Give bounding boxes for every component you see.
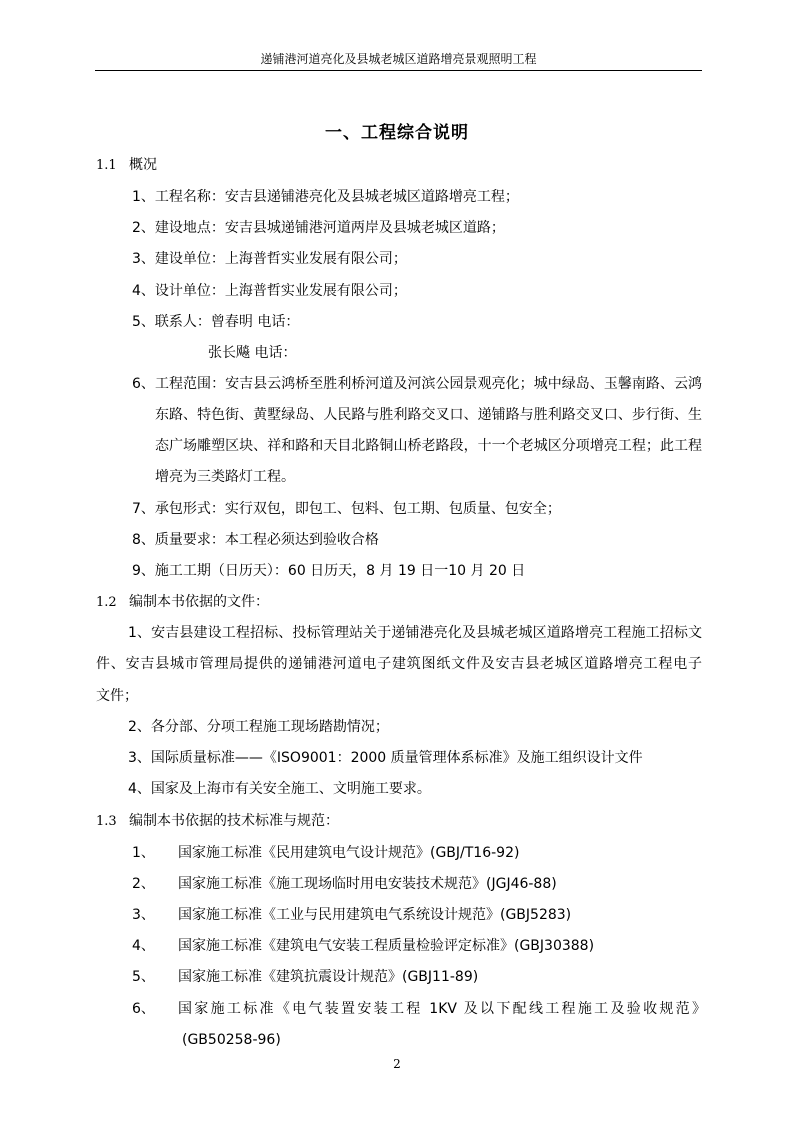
overview-item: 张长飚 电话： bbox=[208, 345, 297, 361]
standard-text: 国家施工标准《电气装置安装工程 1KV 及以下配线工程施工及验收规范》 bbox=[178, 1001, 706, 1017]
document-item: 3、国际质量标准——《ISO9001：2000 质量管理体系标准》及施工组织设计文件 bbox=[128, 750, 643, 766]
document-item: 文件； bbox=[96, 688, 138, 704]
document-item: 4、国家及上海市有关安全施工、文明施工要求。 bbox=[128, 781, 431, 797]
standard-number: 1、 bbox=[132, 845, 155, 861]
standard-text: 国家施工标准《建筑抗震设计规范》(GBJ11-89) bbox=[178, 969, 479, 985]
overview-item: 态广场雕塑区块、祥和路和天目北路铜山桥老路段，十一个老城区分项增亮工程；此工程 bbox=[155, 438, 702, 454]
standard-text: 国家施工标准《建筑电气安装工程质量检验评定标准》(GBJ30388) bbox=[178, 938, 595, 954]
overview-item: 9、施工工期（日历天）：60 日历天，8 月 19 日一10 月 20 日 bbox=[132, 563, 526, 579]
page-header: 递铺港河道亮化及县城老城区道路增亮景观照明工程 bbox=[95, 52, 702, 71]
document-item: 2、各分部、分项工程施工现场踏勘情况； bbox=[128, 719, 389, 735]
section-heading bbox=[96, 593, 269, 612]
section-number: 1.3 bbox=[96, 814, 117, 829]
standard-number: 2、 bbox=[132, 876, 155, 892]
overview-item: 5、联系人：曾春明 电话： bbox=[132, 314, 300, 330]
section-heading bbox=[96, 156, 157, 175]
standard-text: 国家施工标准《工业与民用建筑电气系统设计规范》(GBJ5283) bbox=[178, 907, 572, 923]
section-number: 1.2 bbox=[96, 595, 117, 610]
standard-text: 国家施工标准《民用建筑电气设计规范》(GBJ/T16-92) bbox=[178, 845, 520, 861]
document-item: 件、安吉县城市管理局提供的递铺港河道电子建筑图纸文件及安吉县老城区道路增亮工程电子 bbox=[96, 656, 702, 672]
document-item: 1、安吉县建设工程招标、投标管理站关于递铺港亮化及县城老城区道路增亮工程施工招标文 bbox=[128, 625, 702, 641]
page-title: 一、工程综合说明 bbox=[325, 123, 469, 143]
page-number: 2 bbox=[393, 1057, 401, 1071]
standard-number: 4、 bbox=[132, 938, 155, 954]
section-title: 编制本书依据的文件： bbox=[129, 594, 269, 610]
overview-item: 8、质量要求：本工程必须达到验收合格 bbox=[132, 532, 379, 548]
overview-item: 7、承包形式：实行双包，即包工、包料、包工期、包质量、包安全； bbox=[132, 501, 561, 517]
standard-number: 5、 bbox=[132, 969, 155, 985]
standard-text-continuation: (GB50258-96) bbox=[182, 1032, 281, 1048]
section-number: 1.1 bbox=[96, 158, 117, 173]
standard-number: 3、 bbox=[132, 907, 155, 923]
section-heading bbox=[96, 812, 339, 831]
standard-text: 国家施工标准《施工现场临时用电安装技术规范》(JGJ46-88) bbox=[178, 876, 557, 892]
overview-item: 东路、特色街、黄墅绿岛、人民路与胜利路交叉口、递铺路与胜利路交叉口、步行街、生 bbox=[155, 407, 702, 423]
standard-number: 6、 bbox=[132, 1001, 155, 1017]
overview-item: 3、建设单位：上海普哲实业发展有限公司； bbox=[132, 251, 407, 267]
overview-item: 4、设计单位：上海普哲实业发展有限公司； bbox=[132, 283, 407, 299]
overview-item: 2、建设地点：安吉县城递铺港河道两岸及县城老城区道路； bbox=[132, 220, 505, 236]
section-title: 概况 bbox=[129, 157, 157, 173]
overview-item: 增亮为三类路灯工程。 bbox=[155, 469, 295, 485]
overview-item: 1、工程名称：安吉县递铺港亮化及县城老城区道路增亮工程； bbox=[132, 189, 519, 205]
overview-item: 6、工程范围：安吉县云鸿桥至胜利桥河道及河滨公园景观亮化；城中绿岛、玉馨南路、云鸿 bbox=[132, 376, 702, 392]
section-title: 编制本书依据的技术标准与规范： bbox=[129, 813, 339, 829]
